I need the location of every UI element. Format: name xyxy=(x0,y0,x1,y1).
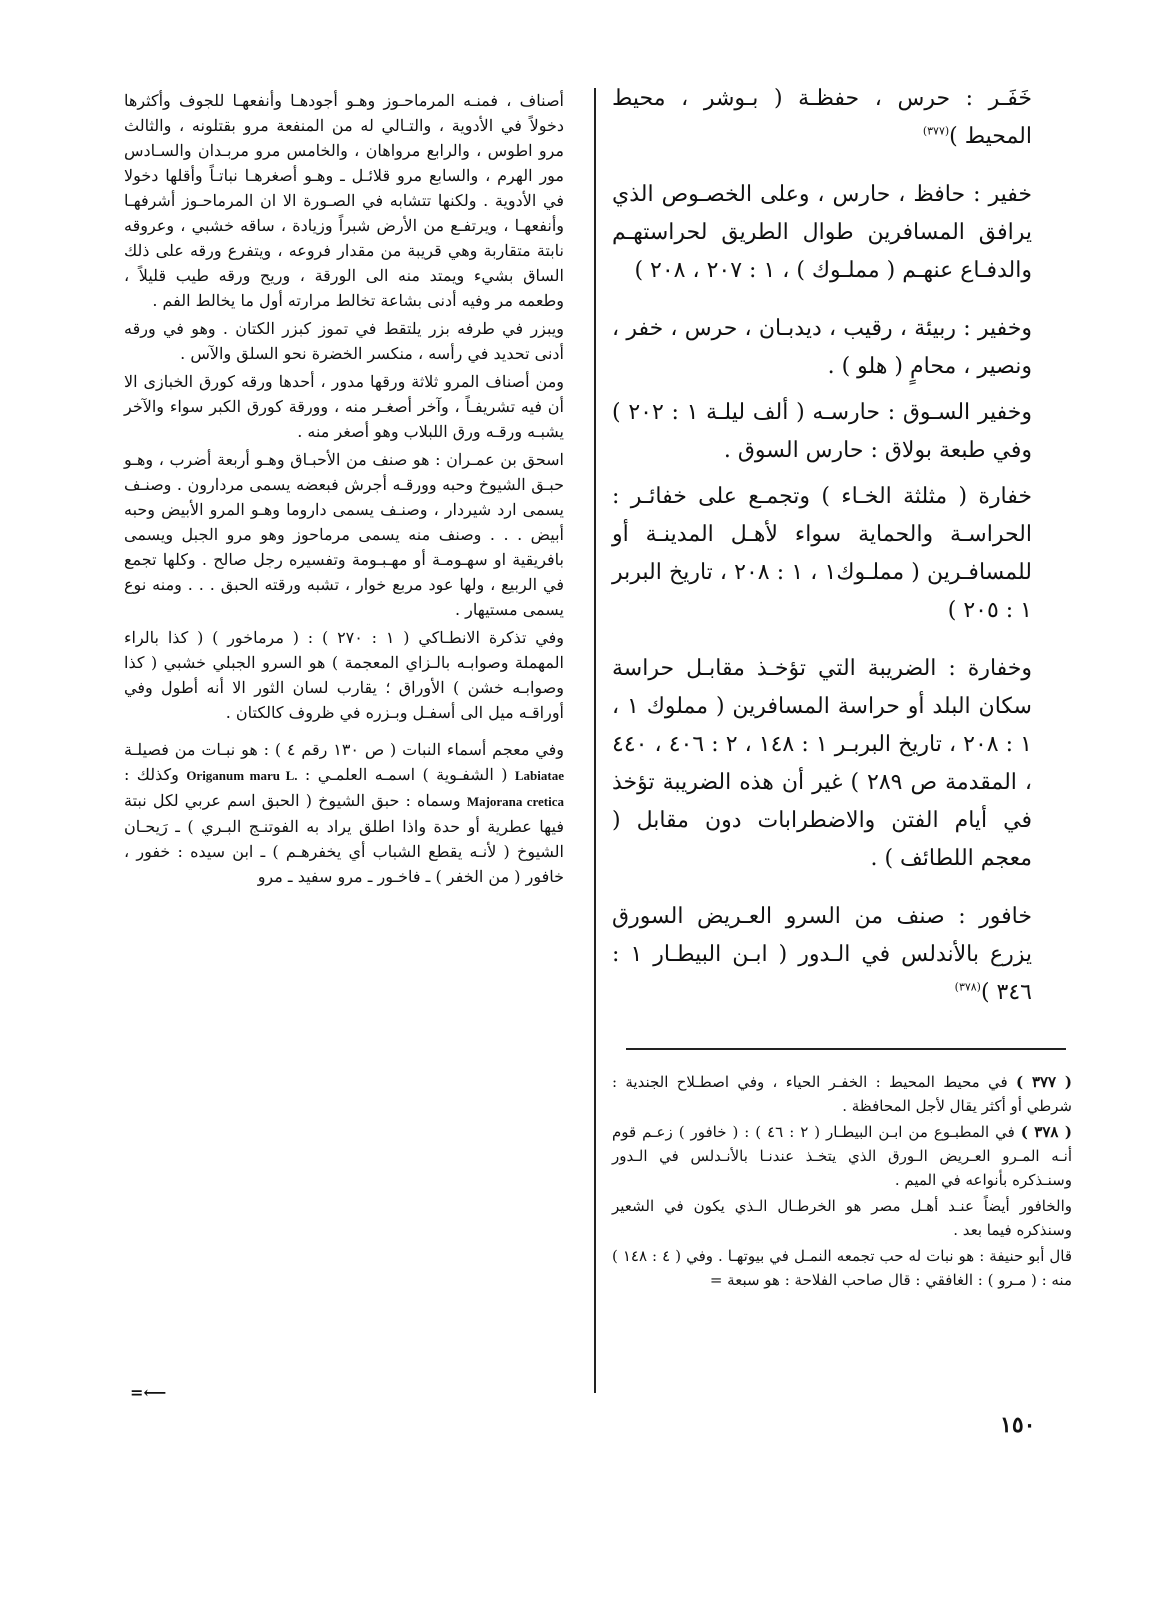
page-number: ١٥٠ xyxy=(1000,1412,1036,1438)
footnote-number: ( ٣٧٧ ) xyxy=(1016,1073,1072,1091)
footnotes xyxy=(612,1070,1072,1294)
paragraph-marw-types: أصناف ، فمنـه المرماحـوز وهـو أجودهـا وأنفعهـا للجوف وأكثرها دخولاً في الأدوية ، والتـالي له من المنفعة مرو بقتلونه ، والثالث مرو اطوس ، والرابع مرواهان ، والخامس مرو مربـدان والسـادس مور الهرم ، والسابع مرو قلائـل ـ وهـو أصغرهـا نباتـاً وأقلها دخولا في الأدوية . ولكنها تتشابه في الصـورة الا ان المرماحـوز أشرفهـا وأنفعهـا ، ويرتفـع من الأرض شبراً وزيادة ، ساقه خشبي ، وعروقه نابتة متقاربة وهي قريبة من مقدار فروعه ، ويتفرع ورقه على ذلك الساق بشيء ويمتد منه الى الورقة ، وريح ورقه طيب قليلاً ، وطعمه مر وفيه أدنى بشاعة تخالط مرارته أول ما يخالط الفم . xyxy=(124,91,565,310)
footnote-ref-378: (٣٧٨) xyxy=(954,980,981,994)
paragraph-botanical: وفي معجم أسماء النبات ( ص ١٣٠ رقم ٤ ) : هو نبـات من فصيلـة Labiatae ( الشفـوية ) اسمـه العلمـي : Origanum maru L. وكذلك : Majorana cretica وسماه : حبق الشيوخ ( الحبق اسم عربي لكل نبتة فيها عطرية أو حدة واذا اطلق يراد به الفوتنـج البـري ) ـ رَيحـان الشيوخ ( لأنـه يقطع الشباب أي يخفرهـم ) ـ ابن سيده : خفور ، خافور ( من الخفر ) ـ فاخـور ـ مرو سفيد ـ مرو xyxy=(124,740,565,886)
footnote-separator xyxy=(626,1048,1066,1050)
entry-khafur: خافور : صنف من السرو العـريض السورق يزرع بالأندلس في الـدور ( ابـن البيطـار ١ : ٣٤٦ )$^{(٣٧٨)}$ xyxy=(612,904,1033,1005)
latin-family-name: Labiatae xyxy=(514,768,564,783)
left-column xyxy=(124,88,564,892)
entry-khifara-tax: وخفارة : الضريبة التي تؤخـذ مقابـل حراسة سكان البلد أو حراسة المسافرين ( مملوك ١ ، ١ : ٢٠٨ ، تاريخ البربـر ١ : ١٤٨ ، ٢ : ٤٠٦ ، ٤٤٠ ، المقدمة ص ٢٨٩ ) غير أن هذه الضريبة تؤخذ في أيام الفتن والاضطرابات دون مقابل ( معجم اللطائف ) . xyxy=(612,656,1032,871)
paragraph-seeds: ويبزر في طرفه بزر يلتقط في تموز كبزر الكتان . وهو في ورقه أدنى تحديد في رأسه ، منكسر الخضرة نحو السلق والآس . xyxy=(124,319,564,363)
entry-khafir-synonyms: وخفير : ربيئة ، رقيب ، ديدبـان ، حرس ، خفر ، ونصير ، محامٍ ( هلو ) . xyxy=(612,316,1032,379)
column-divider xyxy=(594,88,596,1393)
entry-khifara: خفارة ( مثلثة الخـاء ) وتجمـع على خفائـر : الحراسـة والحماية سواء لأهـل المدينـة أو للمسافـرين ( مملـوك١ ، ١ : ٢٠٨ ، تاريخ البربر ١ : ٢٠٥ ) xyxy=(612,484,1032,623)
footnote-378: ( ٣٧٨ ) في المطبـوع من ابـن البيطـار ( ٢ : ٤٦ ) : ( خافور ) زعـم قوم أنـه المـرو العـريض الـورق الذي يتخـذ عندنـا بالأنـدلس في الـدور وسنـذكره بأنواعه في الميم . xyxy=(612,1123,1072,1189)
paragraph-antaki: وفي تذكرة الانطـاكي ( ١ : ٢٧٠ ) : ( مرماخور ) ( كذا بالراء المهملة وصوابـه بالـزاي المعجمة ) هو السرو الجبلي خشبي ( كذا وصوابـه خشن ) الأوراق ؛ يقارب لسان الثور الا أنه أطول وفي أوراقـه ميل الى أسفـل وبـزره في ظروف كالكتان . xyxy=(124,628,565,722)
paragraph-ishaq: اسحق بن عمـران : هو صنف من الأحبـاق وهـو أربعة أضرب ، وهـو حبـق الشيوخ وحبه وورقـه أجرش فبعضه يسمى مردارون . وصنـف يسمى ارد شيردار ، وصنـف يسمى داروما وهـو المرو الأبيض وحبه أبيض . . . وصنف منه يسمى مرماحوز وهو مرو الجبل ويسمى بافريقية او سهـومـة أو مهـبـومة وتفسيره رجل صالح . وكلها تجمع في الربيع ، ولها عود مربع خوار ، تشبه ورقته الحبق . . . ومنه نوع يسمى مستيهار . xyxy=(124,450,564,619)
entry-khafar: خَفَـر : حرس ، حفظـة ( بـوشر ، محيط المحيط )$^{(٣٧٧)}$ xyxy=(612,86,1032,149)
footnote-377: ( ٣٧٧ ) في محيط المحيط : الخفـر الحياء ، وفي اصطـلاح الجندية : شرطي أو أكثر يقال لأجل المحافظة . xyxy=(612,1073,1072,1115)
right-column xyxy=(612,80,1032,1020)
footnote-number: ( ٣٧٨ ) xyxy=(1020,1123,1072,1141)
entry-khafir: خفير : حافظ ، حارس ، وعلى الخصـوص الذي يرافق المسافرين طوال الطريق لحراستهـم والدفـاع عنهـم ( مملـوك ) ، ١ : ٢٠٧ ، ٢٠٨ ) xyxy=(612,182,1032,283)
footnote-378-cont-2: قال أبو حنيفة : هو نبات له حب تجمعه النمـل في بيوتهـا . وفي ( ٤ : ١٤٨ ) منه : ( مـرو ) : الغافقي : قال صاحب الفلاحة : هو سبعة = xyxy=(612,1247,1073,1289)
continuation-arrow: =⟵ xyxy=(130,1383,167,1402)
paragraph-round-leaves: ومن أصناف المرو ثلاثة ورقها مدور ، أحدها ورقه كورق الخبازى الا أن فيه تشريفـاً ، وآخر أصغـر منه ، وورقة كورق الكبر سواء والآخر يشبـه ورقـه ورق اللبلاب وهو أصغر منه . xyxy=(124,372,564,441)
latin-species-name: Origanum maru L. xyxy=(186,768,298,783)
footnote-ref-377: (٣٧٧) xyxy=(922,124,950,138)
latin-synonym-name: Majorana cretica xyxy=(466,794,565,809)
footnote-378-cont-1: والخافور أيضاً عنـد أهـل مصر هو الخرطـال الـذي يكون في الشعير وسنذكره فيما بعد . xyxy=(612,1197,1072,1239)
entry-khafir-souq: وخفير السـوق : حارسـه ( ألف ليلـة ١ : ٢٠٢ ) وفي طبعة بولاق : حارس السوق . xyxy=(612,400,1033,463)
